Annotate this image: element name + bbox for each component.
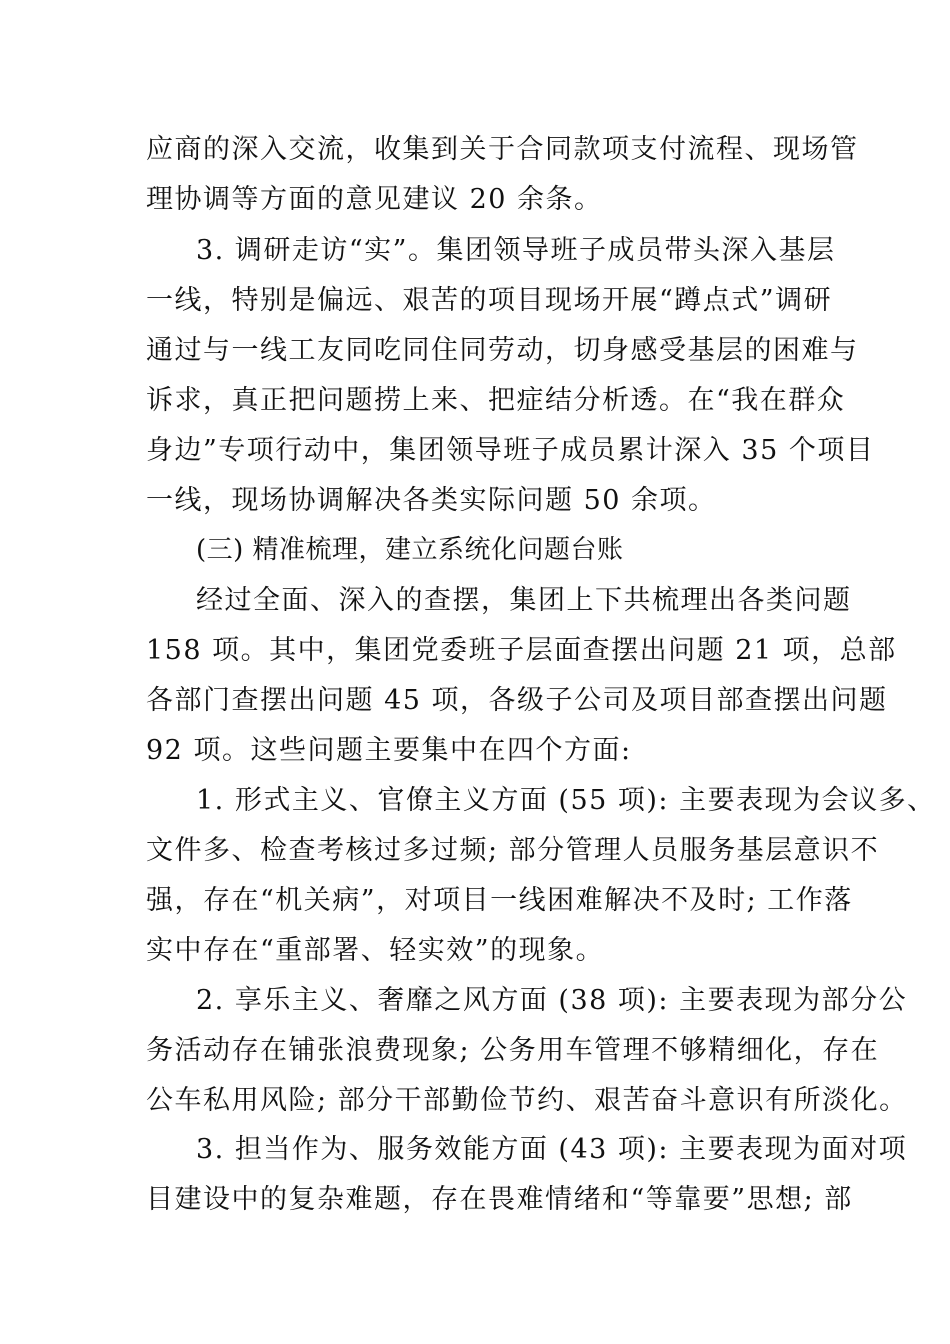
text-line: 公车私用风险; 部分干部勤俭节约、艰苦奋斗意识有所淡化。 — [146, 1085, 908, 1116]
text-line: 3. 调研走访“实”。集团领导班子成员带头深入基层 — [196, 235, 836, 266]
text-line: 一线，特别是偏远、艰苦的项目现场开展“蹲点式”调研 — [146, 285, 833, 316]
text-line: 诉求，真正把问题捞上来、把症结分析透。在“我在群众 — [146, 385, 846, 416]
text-line: 2. 享乐主义、奢靡之风方面 (38 项): 主要表现为部分公 — [196, 985, 908, 1016]
text-line: 身边”专项行动中，集团领导班子成员累计深入 35 个项目 — [146, 435, 875, 466]
section-heading: (三) 精准梳理，建立系统化问题台账 — [196, 535, 624, 565]
text-line: 各部门查摆出问题 45 项，各级子公司及项目部查摆出问题 — [146, 685, 888, 716]
text-line: 务活动存在铺张浪费现象; 公务用车管理不够精细化，存在 — [146, 1035, 880, 1066]
text-line: 经过全面、深入的查摆，集团上下共梳理出各类问题 — [196, 585, 852, 616]
text-line: 理协调等方面的意见建议 20 余条。 — [146, 184, 603, 215]
text-line: 通过与一线工友同吃同住同劳动，切身感受基层的困难与 — [146, 335, 859, 366]
text-line: 目建设中的复杂难题，存在畏难情绪和“等靠要”思想; 部 — [146, 1184, 853, 1215]
text-line: 应商的深入交流，收集到关于合同款项支付流程、现场管 — [146, 134, 859, 165]
text-line: 强，存在“机关病”，对项目一线困难解决不及时; 工作落 — [146, 885, 853, 916]
text-line: 92 项。这些问题主要集中在四个方面: — [146, 735, 632, 766]
text-line: 一线，现场协调解决各类实际问题 50 余项。 — [146, 485, 717, 516]
text-line: 1. 形式主义、官僚主义方面 (55 项): 主要表现为会议多、 — [196, 785, 936, 816]
text-line: 3. 担当作为、服务效能方面 (43 项): 主要表现为面对项 — [196, 1134, 908, 1165]
text-line: 文件多、检查考核过多过频; 部分管理人员服务基层意识不 — [146, 835, 880, 866]
text-line: 158 项。其中，集团党委班子层面查摆出问题 21 项，总部 — [146, 635, 897, 666]
text-line: 实中存在“重部署、轻实效”的现象。 — [146, 935, 605, 966]
